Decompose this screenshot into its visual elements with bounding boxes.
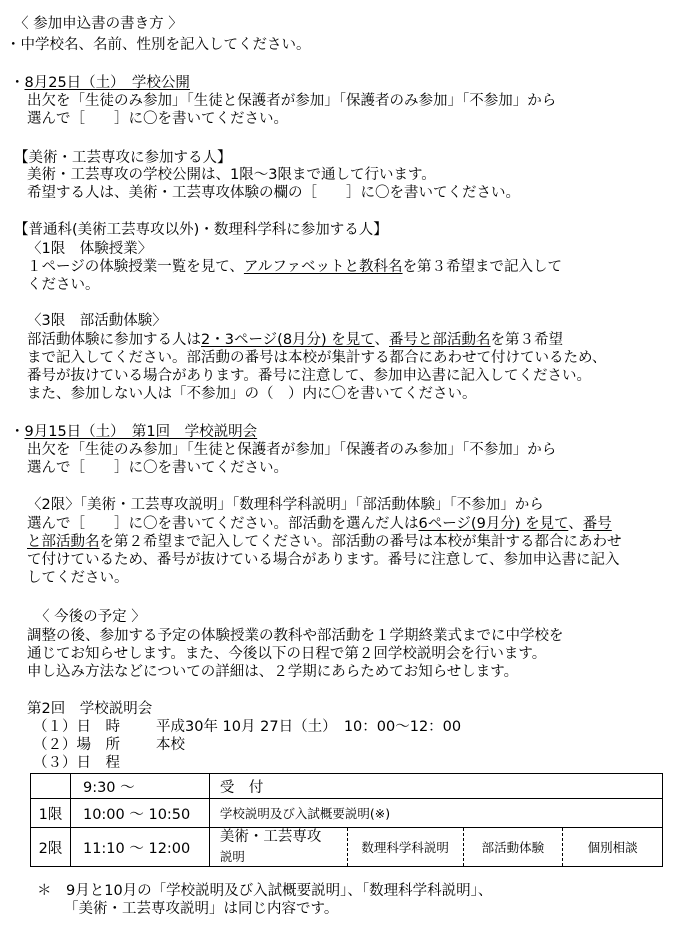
- future-text-3: 申し込み方法などについての詳細は、２学期にあらためてお知らせします。: [27, 664, 519, 680]
- note-text-2: 「美術・工芸専攻説明」は同じ内容です。: [64, 901, 339, 917]
- period3-text-a: 部活動体験に参加する人は: [27, 332, 201, 348]
- period3-text-4: また、参加しない人は「不参加」の（ ）内に〇を書いてください。: [27, 386, 477, 402]
- period1-underlined: アルファベットと教科名: [243, 259, 403, 275]
- period3-text-c: を第３希望: [490, 332, 564, 348]
- period1-text-b: を第３希望まで記入して: [402, 259, 563, 275]
- time-cell: 9:30 ～: [70, 774, 209, 799]
- sep-period2-underlined-club: と部活動名: [27, 534, 100, 550]
- second-date-value: 平成30年 10月 27日（土） 10：00～12：00: [156, 719, 462, 735]
- period-cell: 2限: [31, 828, 71, 867]
- bullet: ・: [10, 75, 25, 91]
- art-text-1: 美術・工芸専攻の学校公開は、1限～3限まで通して行います。: [27, 167, 436, 183]
- future-text-1: 調整の後、参加する予定の体験授業の教科や部活動を１学期終業式までに中学校を: [27, 628, 564, 644]
- second-place-value: 本校: [156, 737, 185, 753]
- sep-period2-underlined-pages: 6ページ(9月分) を見て: [418, 516, 569, 532]
- art-section-heading: 【美術・工芸専攻に参加する人】: [14, 150, 232, 166]
- option-art-line2: 説明: [219, 849, 245, 864]
- period-cell: 1限: [31, 799, 71, 828]
- time-cell: 11:10 ～ 12:00: [70, 828, 209, 867]
- aug-instructions-1: 出欠を「生徒のみ参加」「生徒と保護者が参加」「保護者のみ参加」「不参加」から: [27, 93, 557, 109]
- sep-period2-text-4: て付けているため、番号が抜けている場合があります。番号に注意して、参加申込書に記入: [27, 552, 620, 568]
- sep-period2-text-3: [27, 534, 622, 551]
- aug-section-heading: [10, 75, 190, 92]
- sep-period2-text-5: してください。: [27, 570, 129, 586]
- second-place-label: （２）場 所: [33, 737, 120, 753]
- option-art-cell: [209, 828, 347, 867]
- sep-period2-text-b: 、: [568, 516, 583, 532]
- bullet: ・: [10, 424, 25, 440]
- option-art-line1: 美術・工芸専攻: [219, 829, 322, 845]
- option-club-cell: 部活動体験: [463, 828, 563, 867]
- content-cell: 学校説明及び入試概要説明(※): [209, 799, 662, 828]
- period3-underlined-club: 番号と部活動名: [389, 332, 491, 348]
- period1-text-a: １ページの体験授業一覧を見て、: [27, 259, 244, 275]
- sep-period2-text-a: 選んで［ ］に〇を書いてください。部活動を選んだ人は: [27, 516, 419, 532]
- second-session-title: 第2回 学校説明会: [27, 701, 153, 717]
- sep-instructions-2: 選んで［ ］に〇を書いてください。: [27, 460, 288, 476]
- option-consult-cell: 個別相談: [563, 828, 663, 867]
- note-text-1: ＊ 9月と10月の「学校説明及び入試概要説明」、「数理科学科説明」、: [37, 883, 493, 899]
- future-text-2: 通じてお知らせします。また、今後以下の日程で第２回学校説明会を行います。: [27, 646, 547, 662]
- period1-title: 〈1限 体験授業〉: [27, 241, 153, 257]
- period3-title: 〈3限 部活動体験〉: [27, 313, 167, 329]
- sep-period2-text-1: 〈2限〉「美術・工芸専攻説明」「数理科学科説明」「部活動体験」「不参加」から: [27, 497, 544, 513]
- period1-text-2: ください。: [27, 277, 100, 293]
- general-section-heading: 【普通科(美術工芸専攻以外)・数理科学科に参加する人】: [14, 222, 388, 238]
- aug-heading-text: 8月25日（土） 学校公開: [24, 75, 190, 91]
- guide-title: 〈 参加申込書の書き方 〉: [14, 16, 183, 32]
- period3-text-3: 番号が抜けている場合があります。番号に注意して、参加申込書に記入してください。: [27, 368, 592, 384]
- sep-period2-text-2: [27, 516, 612, 533]
- intro-text: ・中学校名、名前、性別を記入してください。: [6, 37, 311, 53]
- period3-text-b: 、: [374, 332, 390, 348]
- sep-instructions-1: 出欠を「生徒のみ参加」「生徒と保護者が参加」「保護者のみ参加」「不参加」から: [27, 442, 557, 458]
- period3-text-2: まで記入してください。部活動の番号は本校が集計する都合にあわせて付けているため、: [27, 350, 607, 366]
- sep-period2-underlined-number: 番号: [582, 516, 612, 532]
- period3-text-1: [27, 332, 563, 349]
- table-row: [31, 774, 663, 799]
- sep-heading-text: 9月15日（土） 第1回 学校説明会: [24, 424, 258, 440]
- period3-underlined-pages: 2・3ページ(8月分) を見て: [201, 332, 375, 348]
- table-row: [31, 828, 663, 867]
- content-cell: 受 付: [209, 774, 662, 799]
- period-cell: [31, 774, 71, 799]
- future-title: 〈 今後の予定 〉: [35, 609, 146, 625]
- schedule-table: [30, 773, 663, 867]
- option-science-cell: 数理科学科説明: [347, 828, 463, 867]
- second-date-label: （１）日 時: [33, 719, 120, 735]
- period1-text-1: [27, 259, 562, 276]
- time-cell: 10:00 ～ 10:50: [70, 799, 209, 828]
- sep-section-heading: [10, 424, 257, 441]
- sep-period2-text-c: を第２希望まで記入してください。部活動の番号は本校が集計する都合にあわせ: [99, 534, 622, 550]
- aug-instructions-2: 選んで［ ］に〇を書いてください。: [27, 111, 288, 127]
- table-row: [31, 799, 663, 828]
- second-schedule-label: （３）日 程: [33, 755, 120, 771]
- art-text-2: 希望する人は、美術・工芸専攻体験の欄の［ ］に〇を書いてください。: [27, 185, 520, 201]
